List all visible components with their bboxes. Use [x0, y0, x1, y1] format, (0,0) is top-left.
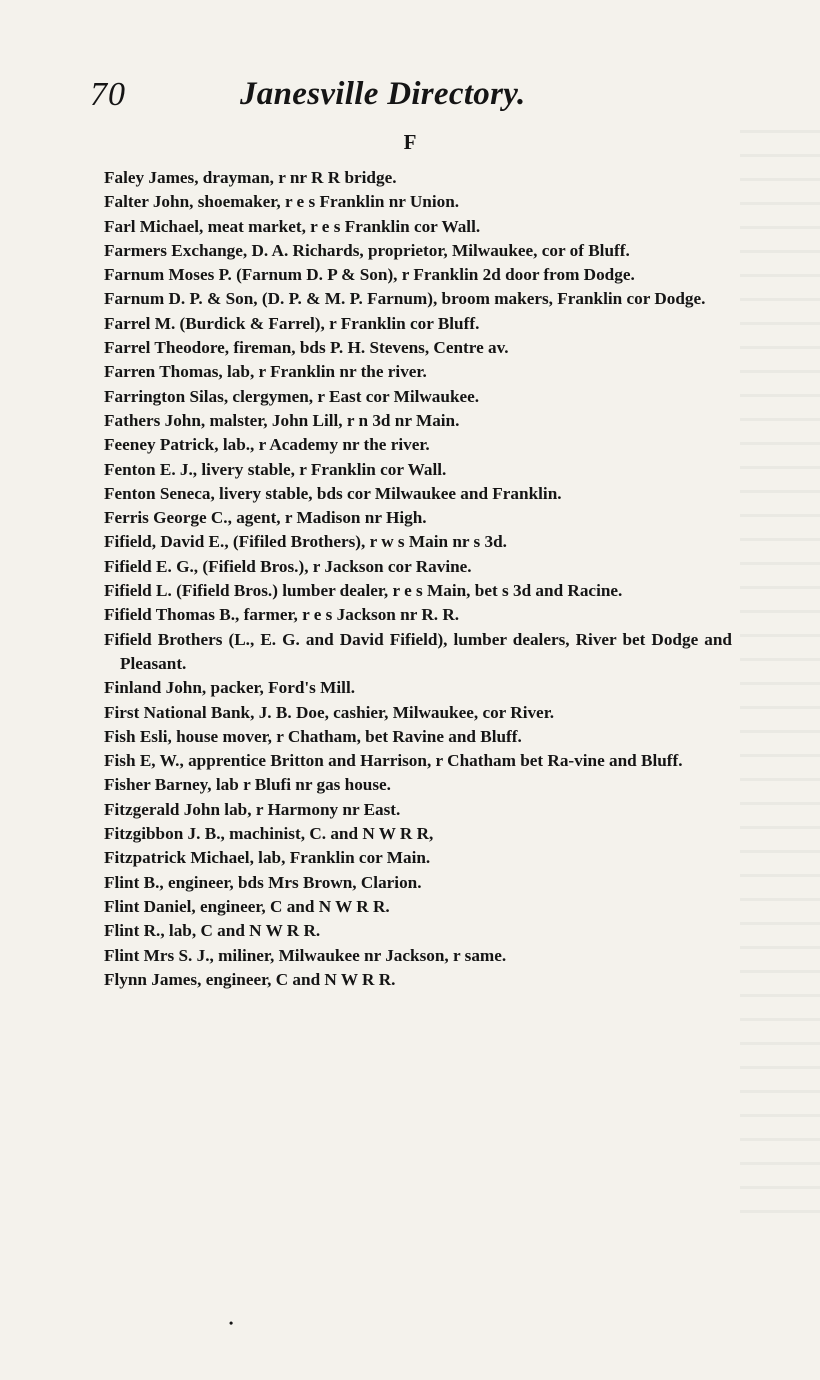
directory-entry: Farl Michael, meat market, r e s Franklin cor Wall. [104, 216, 481, 236]
directory-entry: Fifield Thomas B., farmer, r e s Jackson nr R. R. [104, 605, 460, 625]
directory-entry: Farmers Exchange, D. A. Richards, proprietor, Milwaukee, cor of Bluff. [104, 240, 630, 260]
directory-entry: Falter John, shoemaker, r e s Franklin nr Union. [104, 192, 460, 212]
directory-entry: Fathers John, malster, John Lill, r n 3d nr Main. [104, 410, 460, 430]
directory-entry: Fenton Seneca, livery stable, bds cor Milwaukee and Franklin. [104, 483, 562, 503]
directory-entry: Fish E, W., apprentice Britton and Harrison, r Chatham bet Ra-vine and Bluff. [104, 751, 683, 771]
directory-entry: Flint Mrs S. J., miliner, Milwaukee nr Jackson, r same. [104, 945, 507, 965]
directory-entry: Flint R., lab, C and N W R R. [104, 921, 321, 941]
directory-entry: Fifield L. (Fifield Bros.) lumber dealer, r e s Main, bet s 3d and Racine. [104, 581, 623, 601]
print-speck: • [229, 1316, 234, 1330]
directory-entries [104, 166, 732, 992]
bleed-through-shadow [740, 130, 820, 1230]
directory-entry: Farren Thomas, lab, r Franklin nr the river. [104, 362, 427, 382]
directory-entry: Flynn James, engineer, C and N W R R. [104, 969, 396, 989]
directory-entry: Fitzpatrick Michael, lab, Franklin cor Main. [104, 848, 431, 868]
section-letter: F [403, 130, 417, 154]
directory-entry: Flint Daniel, engineer, C and N W R R. [104, 896, 390, 916]
directory-entry: Farrel M. (Burdick & Farrel), r Franklin cor Bluff. [104, 313, 480, 333]
directory-entry: Fitzgibbon J. B., machinist, C. and N W R R, [104, 824, 434, 844]
directory-entry: Fifield, David E., (Fifiled Brothers), r w s Main nr s 3d. [104, 532, 507, 552]
directory-entry: Fifield E. G., (Fifield Bros.), r Jackson cor Ravine. [104, 556, 472, 576]
directory-entry: Farnum Moses P. (Farnum D. P & Son), r Franklin 2d door from Dodge. [104, 265, 635, 285]
directory-entry: Fitzgerald John lab, r Harmony nr East. [104, 799, 401, 819]
directory-entry: Fenton E. J., livery stable, r Franklin cor Wall. [104, 459, 447, 479]
directory-entry: Farrel Theodore, fireman, bds P. H. Stevens, Centre av. [104, 338, 509, 358]
page-number: 70 [90, 76, 126, 113]
directory-entry: Fish Esli, house mover, r Chatham, bet Ravine and Bluff. [104, 726, 522, 746]
directory-entry: Fisher Barney, lab r Blufi nr gas house. [104, 775, 391, 795]
directory-entry: Flint B., engineer, bds Mrs Brown, Clarion. [104, 872, 422, 892]
directory-entry: Farnum D. P. & Son, (D. P. & M. P. Farnum), broom makers, Franklin cor Dodge. [104, 289, 706, 309]
directory-entry: Ferris George C., agent, r Madison nr High. [104, 508, 427, 528]
directory-entry: Fifield Brothers (L., E. G. and David Fifield), lumber dealers, River bet Dodge and Pleasant. [104, 629, 732, 673]
directory-entry: Feeney Patrick, lab., r Academy nr the river. [104, 435, 430, 455]
directory-entry: First National Bank, J. B. Doe, cashier, Milwaukee, cor River. [104, 702, 555, 722]
page-header [90, 70, 750, 120]
directory-entry: Farrington Silas, clergymen, r East cor Milwaukee. [104, 386, 480, 406]
running-title: Janesville Directory. [240, 76, 526, 112]
directory-entry: Finland John, packer, Ford's Mill. [104, 678, 356, 698]
directory-entry: Faley James, drayman, r nr R R bridge. [104, 168, 397, 187]
